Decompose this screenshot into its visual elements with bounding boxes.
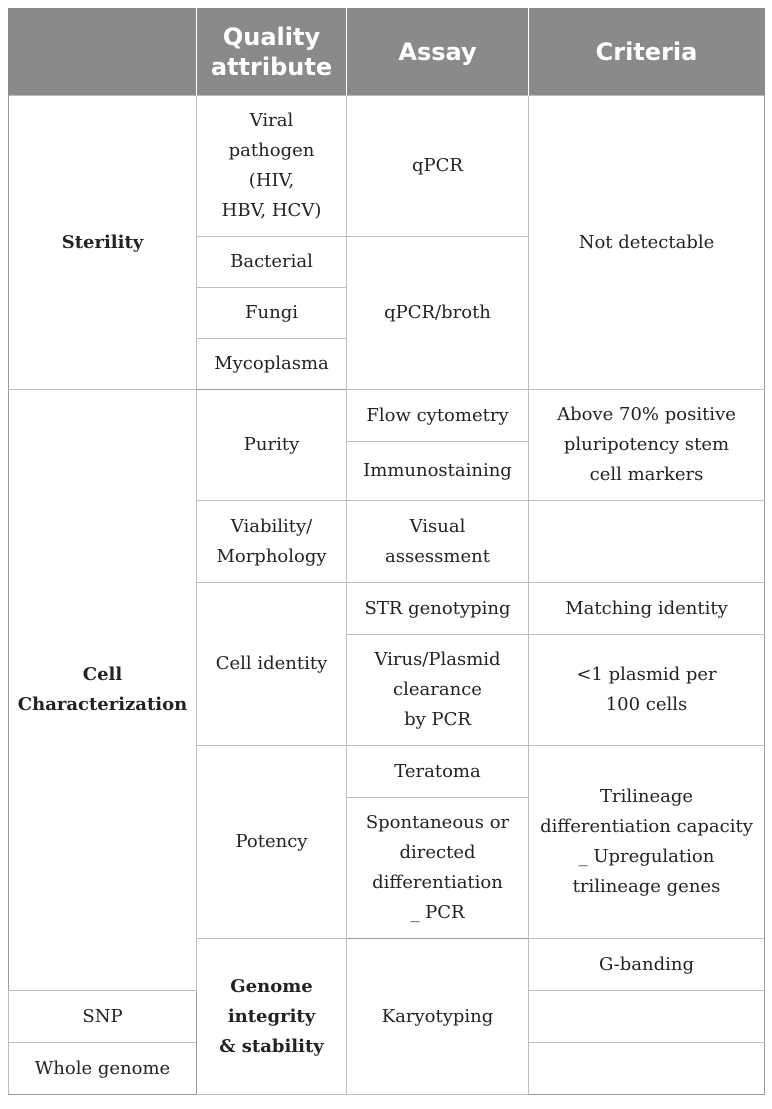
header-blank <box>9 8 197 96</box>
assay-immunostaining: Immunostaining <box>347 442 529 501</box>
attribute-mycoplasma: Mycoplasma <box>197 339 347 390</box>
assay-flow-cytometry: Flow cytometry <box>347 390 529 442</box>
header-quality-attribute: Quality attribute <box>197 8 347 96</box>
criteria-purity: Above 70% positive pluripotency stem cell markers <box>529 390 765 501</box>
attribute-karyotyping: Karyotyping <box>347 939 529 1095</box>
attribute-fungi: Fungi <box>197 288 347 339</box>
attribute-viral-pathogen: Viral pathogen (HIV, HBV, HCV) <box>197 96 347 237</box>
assay-snp: SNP <box>9 991 197 1043</box>
criteria-not-detectable: Not detectable <box>529 96 765 390</box>
assay-qpcr-broth: qPCR/broth <box>347 237 529 390</box>
quality-attributes-table <box>8 8 765 1095</box>
category-genome-integrity: Genome integrity & stability <box>197 939 347 1095</box>
assay-qpcr: qPCR <box>347 96 529 237</box>
assay-teratoma: Teratoma <box>347 746 529 798</box>
attribute-potency: Potency <box>197 746 347 939</box>
attribute-bacterial: Bacterial <box>197 237 347 288</box>
attribute-viability: Viability/ Morphology <box>197 501 347 583</box>
category-sterility: Sterility <box>9 96 197 390</box>
criteria-snp-empty <box>529 991 765 1043</box>
table-row <box>9 390 765 442</box>
criteria-whole-genome-empty <box>529 1043 765 1095</box>
criteria-trilineage: Trilineage differentiation capacity _ Upregulation trilineage genes <box>529 746 765 939</box>
criteria-viability-empty <box>529 501 765 583</box>
assay-str-genotyping: STR genotyping <box>347 583 529 635</box>
assay-g-banding: G-banding <box>529 939 765 991</box>
assay-virus-plasmid-clearance: Virus/Plasmid clearance by PCR <box>347 635 529 746</box>
assay-whole-genome: Whole genome <box>9 1043 197 1095</box>
assay-spontaneous-differentiation: Spontaneous or directed differentiation _ PCR <box>347 798 529 939</box>
header-row <box>9 8 765 96</box>
criteria-matching-identity: Matching identity <box>529 583 765 635</box>
header-assay: Assay <box>347 8 529 96</box>
assay-visual-assessment: Visual assessment <box>347 501 529 583</box>
header-criteria: Criteria <box>529 8 765 96</box>
category-cell-characterization: Cell Characterization <box>9 390 197 991</box>
attribute-purity: Purity <box>197 390 347 501</box>
table-row <box>9 96 765 237</box>
criteria-plasmid: <1 plasmid per 100 cells <box>529 635 765 746</box>
attribute-cell-identity: Cell identity <box>197 583 347 746</box>
